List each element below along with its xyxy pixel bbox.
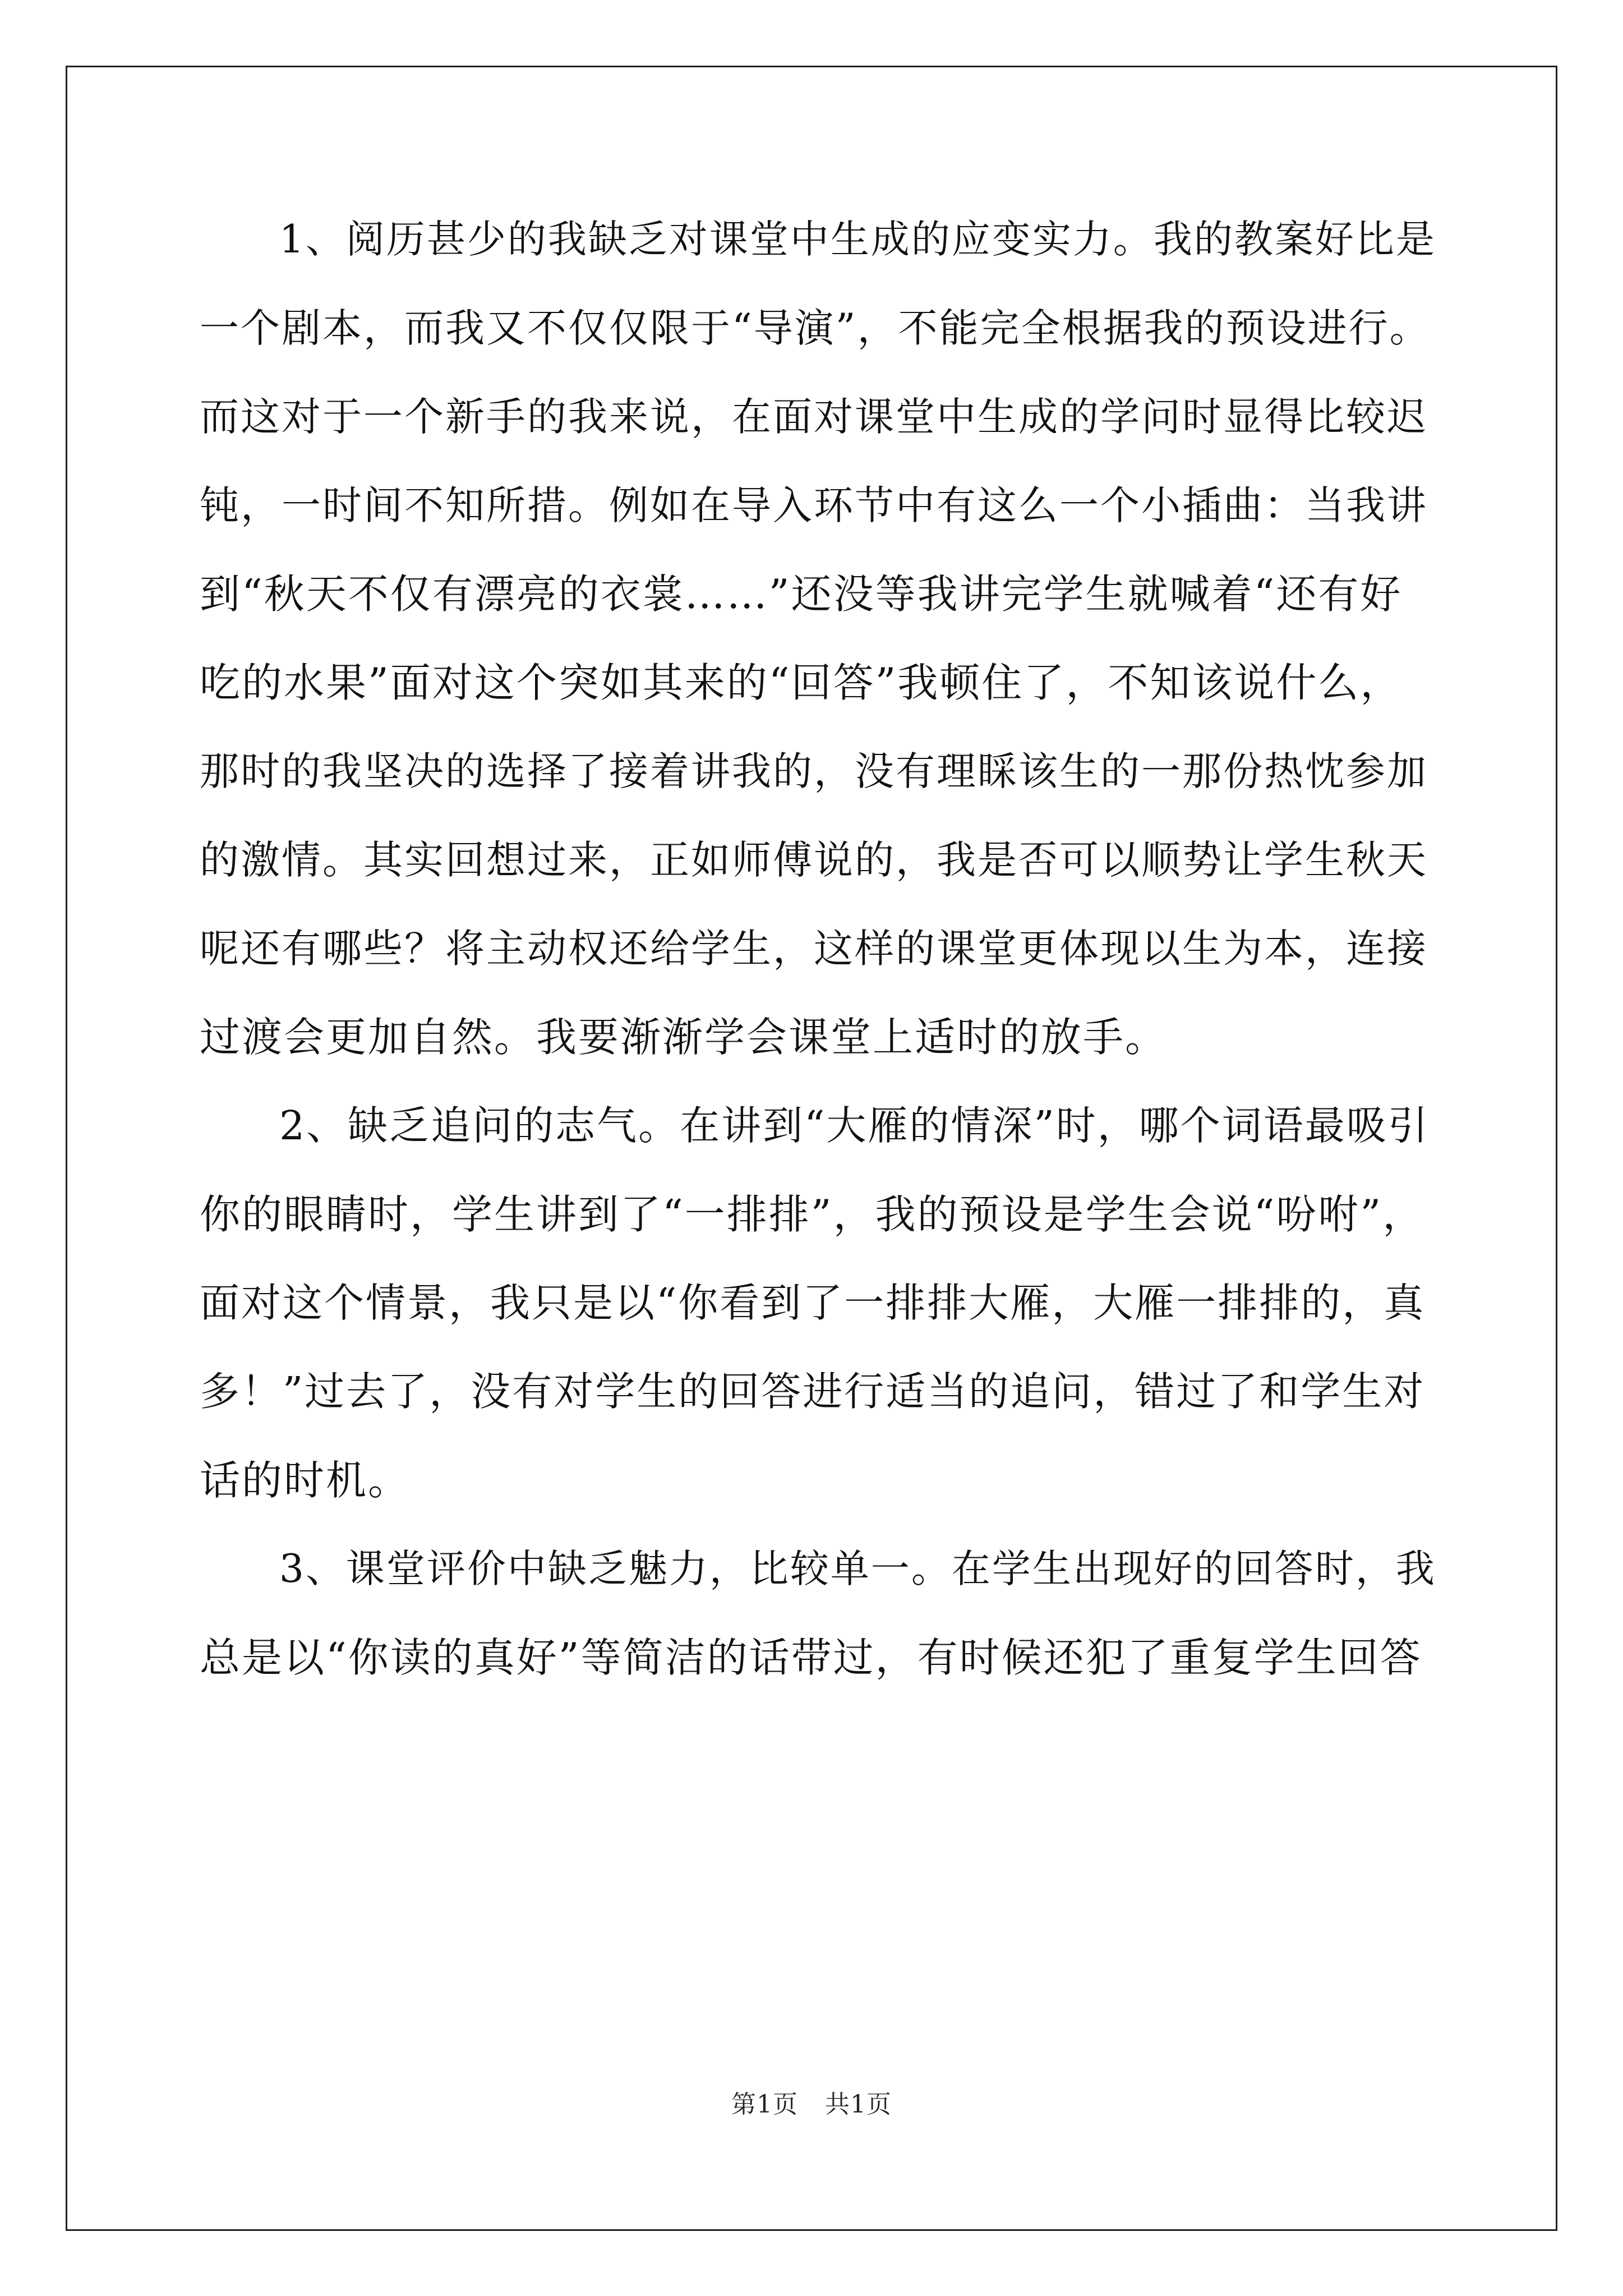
text-line: 那时的我坚决的选择了接着讲我的，没有理睬该生的一那份热忱参加: [200, 748, 1428, 794]
text-line: 3、课堂评价中缺乏魅力，比较单一。在学生出现好的回答时，我: [279, 1547, 1436, 1591]
text-line: 面对这个情景，我只是以“你看到了一排排大雁，大雁一排排的，真: [200, 1280, 1426, 1326]
text-line: 呢还有哪些？将主动权还给学生，这样的课堂更体现以生为本，连接: [200, 926, 1428, 972]
text-line: 一个剧本，而我又不仅仅限于“导演”，不能完全根据我的预设进行。: [200, 305, 1431, 351]
text-line: 的激情。其实回想过来，正如师傅说的，我是否可以顺势让学生秋天: [200, 837, 1428, 883]
page-total: 共1页: [825, 2090, 892, 2119]
text-line: 过渡会更加自然。我要渐渐学会课堂上适时的放手。: [200, 1014, 1168, 1061]
page-footer: [0, 2089, 1623, 2120]
text-line: 吃的水果”面对这个突如其来的“回答”我顿住了，不知该说什么，: [200, 659, 1403, 706]
text-line: 话的时机。: [200, 1457, 411, 1504]
text-line: 而这对于一个新手的我来说，在面对课堂中生成的学问时显得比较迟: [200, 394, 1428, 440]
text-line: 总是以“你读的真好”等简洁的话带过，有时候还犯了重复学生回答: [200, 1634, 1422, 1681]
text-line: 1、阅历甚少的我缺乏对课堂中生成的应变实力。我的教案好比是: [279, 217, 1436, 262]
text-line: 2、缺乏追问的志气。在讲到“大雁的情深”时，哪个词语最吸引: [279, 1102, 1430, 1149]
text-line: 你的眼睛时，学生讲到了“一排排”，我的预设是学生会说“吩咐”，: [200, 1191, 1425, 1238]
text-line: 多！”过去了，没有对学生的回答进行适当的追问，错过了和学生对: [200, 1368, 1426, 1415]
text-line: 到“秋天不仅有漂亮的衣裳……”还没等我讲完学生就喊着“还有好: [200, 570, 1403, 618]
text-line: 钝，一时间不知所措。例如在导入环节中有这么一个小插曲：当我讲: [200, 482, 1428, 528]
page-number: 第1页: [731, 2090, 798, 2119]
